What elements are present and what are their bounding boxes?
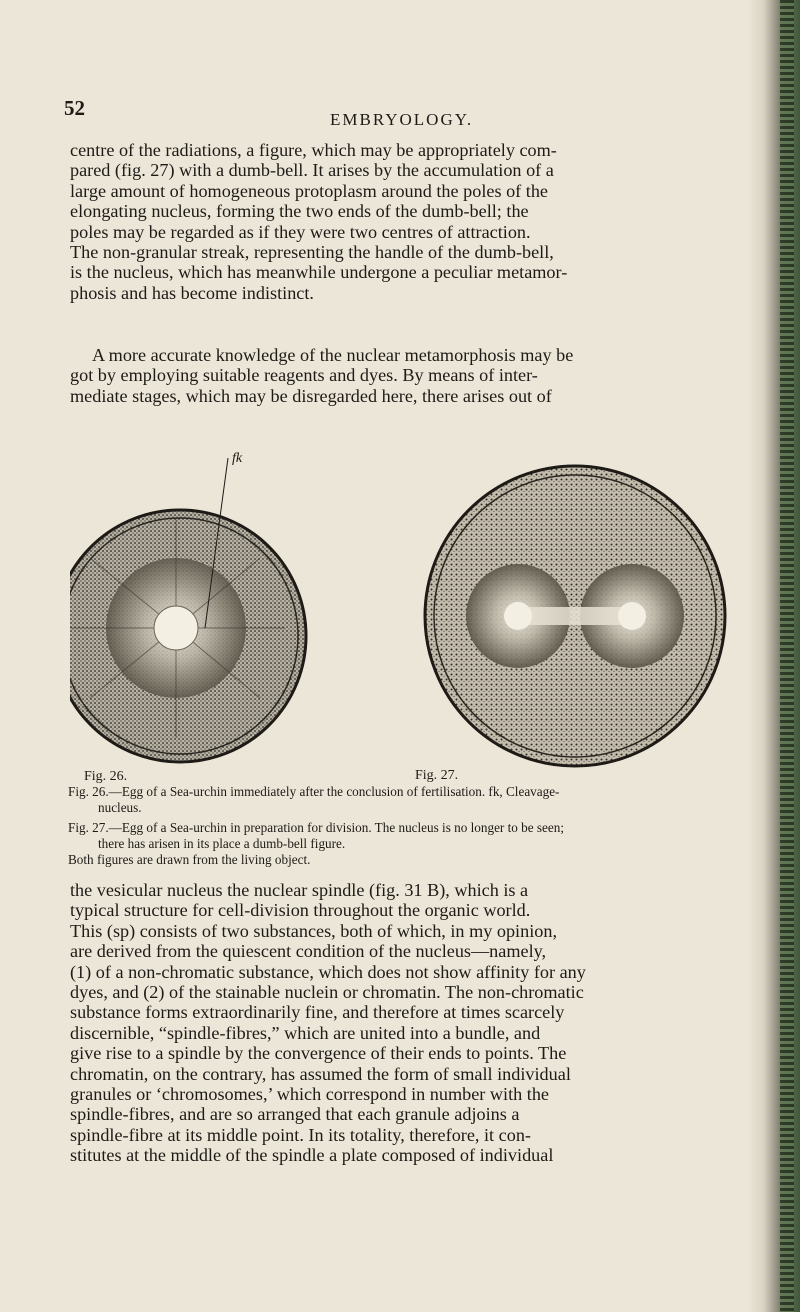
fig26-caption — [68, 784, 728, 816]
text-line: the vesicular nucleus the nuclear spindle (fig. 31 B), which is a — [70, 880, 529, 900]
text-line: are derived from the quiescent condition of the nucleus—namely, — [70, 941, 547, 962]
text-line: give rise to a spindle by the convergence of their ends to points. The — [70, 1043, 567, 1064]
text-line: phosis and has become indistinct. — [70, 282, 314, 303]
paragraph-1 — [70, 140, 710, 303]
caption-line: Fig. 26.—Egg of a Sea-urchin immediately after the conclusion of fertilisation. fk, Cleavage- — [68, 784, 560, 799]
paragraph-3 — [70, 880, 710, 1166]
text-line: typical structure for cell-division throughout the organic world. — [70, 900, 531, 921]
caption-line: there has arisen in its place a dumb-bell figure. — [98, 836, 346, 851]
text-line: large amount of homogeneous protoplasm around the poles of the — [70, 180, 548, 201]
fig26-egg — [70, 458, 306, 762]
page-number: 52 — [64, 96, 85, 120]
text-line: (1) of a non-chromatic substance, which does not show affinity for any — [70, 961, 586, 982]
text-line: dyes, and (2) of the stainable nuclein or chromatin. The non-chromatic — [70, 982, 584, 1003]
text-line: stitutes at the middle of the spindle a plate composed of individual — [70, 1145, 554, 1166]
text-line: spindle-fibres, and are so arranged that each granule adjoins a — [70, 1104, 520, 1125]
fig27-egg — [425, 466, 725, 766]
text-line: This (sp) consists of two substances, both of which, in my opinion, — [70, 920, 557, 941]
text-line: elongating nucleus, forming the two ends of the dumb-bell; the — [70, 201, 529, 222]
fig27-label: Fig. 27. — [415, 768, 459, 783]
text-line: is the nucleus, which has meanwhile undergone a peculiar metamor- — [70, 262, 568, 283]
figure-illustrations — [70, 398, 730, 768]
text-line: pared (fig. 27) with a dumb-bell. It arises by the accumulation of a — [70, 160, 554, 181]
text-line: spindle-fibre at its middle point. In its totality, therefore, it con- — [70, 1124, 531, 1145]
text-line: mediate stages, which may be disregarded here, there arises out of — [70, 385, 552, 406]
text-line: granules or ‘chromosomes,’ which correspond in number with the — [70, 1084, 549, 1105]
text-line: The non-granular streak, representing the handle of the dumb-bell, — [70, 242, 554, 263]
text-line: substance forms extraordinarily fine, and therefore at times scarcely — [70, 1002, 565, 1023]
caption-line: Fig. 27.—Egg of a Sea-urchin in preparation for division. The nucleus is no longer to be seen; — [68, 820, 565, 835]
text-line: got by employing suitable reagents and dyes. By means of inter- — [70, 365, 538, 386]
fig26-label: Fig. 26. — [84, 769, 128, 784]
book-spine-edge — [780, 0, 794, 1312]
both-figures-caption: Both figures are drawn from the living object. — [68, 852, 311, 867]
text-line: chromatin, on the contrary, has assumed the form of small individual — [70, 1063, 571, 1084]
caption-line: nucleus. — [98, 800, 142, 815]
figure-area — [70, 398, 730, 768]
fig27-caption — [68, 820, 728, 852]
text-line: poles may be regarded as if they were two centres of attraction. — [70, 221, 531, 242]
running-title: EMBRYOLOGY. — [330, 110, 474, 129]
fk-label: fk — [232, 451, 243, 466]
text-line: discernible, “spindle-fibres,” which are united into a bundle, and — [70, 1022, 541, 1043]
text-line: centre of the radiations, a figure, which may be appropriately com- — [70, 140, 557, 160]
text-line: A more accurate knowledge of the nuclear metamorphosis may be — [92, 345, 574, 365]
